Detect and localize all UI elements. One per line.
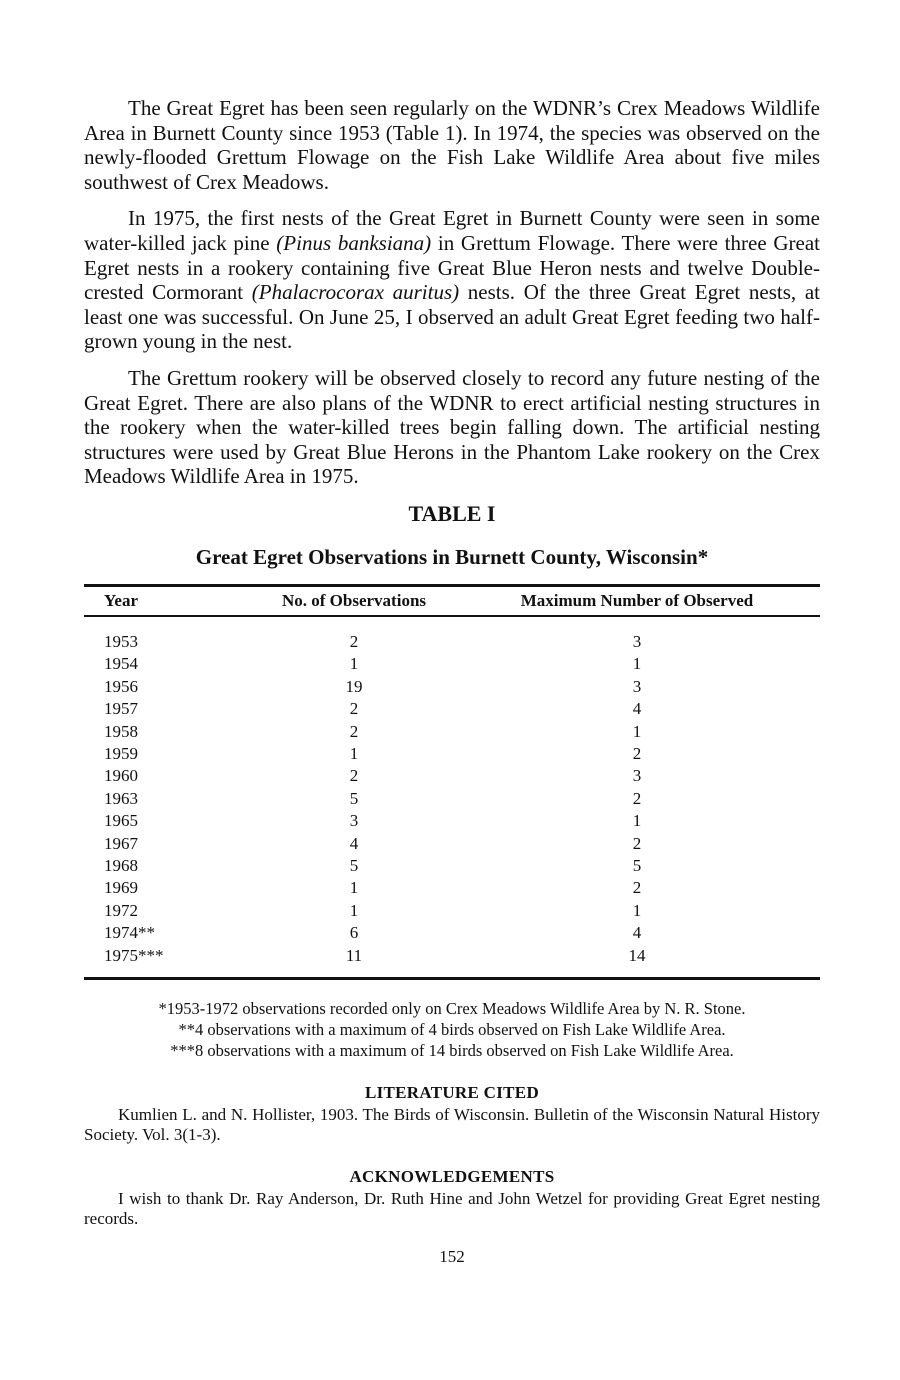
cell-maximum: 3	[632, 676, 642, 696]
cell-observations: 3	[349, 811, 359, 831]
paragraph-3: The Grettum rookery will be observed closely to record any future nesting of the Great Egret. There are also plans of the WDNR to erect artificial nesting structures in the rookery when the water-killed trees begin falling down. The artificial nesting structures were used by Great Blue Herons in the Phantom Lake rookery on the Crex Meadows Wildlife Area in 1975.	[84, 365, 820, 489]
header-observations: No. of Observations	[254, 585, 454, 616]
footnote-1: *1953-1972 observations recorded only on Crex Meadows Wildlife Area by N. R. Stone.	[158, 999, 746, 1018]
cell-observations: 6	[349, 923, 359, 943]
cell-observations: 2	[349, 721, 359, 741]
cell-observations: 2	[349, 766, 359, 786]
table-row	[84, 788, 820, 810]
footnotes	[84, 998, 820, 1061]
table-body	[84, 616, 820, 979]
table-caption: Great Egret Observations in Burnett County, Wisconsin*	[195, 544, 709, 569]
paragraph-2-part-a: In 1975, the first nests of the Great Egret in Burnett County were seen in some water-killed jack pine	[84, 206, 820, 255]
cell-year: 1954	[104, 654, 138, 674]
cell-observations: 1	[349, 743, 359, 763]
cell-maximum: 2	[632, 878, 642, 898]
header-year: Year	[84, 585, 254, 616]
cell-year: 1967	[104, 833, 138, 853]
cell-maximum: 2	[632, 788, 642, 808]
footnote-3: ***8 observations with a maximum of 14 birds observed on Fish Lake Wildlife Area.	[170, 1041, 734, 1060]
cell-year: 1960	[104, 766, 138, 786]
table-row	[84, 855, 820, 877]
table-row	[84, 676, 820, 698]
table-bottom-rule	[84, 979, 820, 989]
paragraph-2-part-e: nests. Of the three Great Egret nests, at least one was successful. On June 25, I observed an adult Great Egret feeding two half-grown young in the nest.	[84, 280, 820, 354]
species-name-phalacrocorax: (Phalacrocorax auritus)	[251, 280, 460, 305]
cell-observations: 1	[349, 878, 359, 898]
table-header-row	[84, 585, 820, 616]
cell-observations: 5	[349, 855, 359, 875]
species-name-pinus: (Pinus banksiana)	[276, 230, 432, 255]
cell-year: 1972	[104, 900, 138, 920]
cell-observations: 1	[349, 654, 359, 674]
table-row	[84, 765, 820, 787]
table-row	[84, 698, 820, 720]
acknowledgements-heading: ACKNOWLEDGEMENTS	[349, 1167, 555, 1186]
table-row	[84, 945, 820, 979]
paragraph-1: The Great Egret has been seen regularly on the WDNR’s Crex Meadows Wildlife Area in Burnett County since 1953 (Table 1). In 1974, the species was observed on the newly-flooded Grettum Flowage on the Fish Lake Wildlife Area about five miles southwest of Crex Meadows.	[84, 96, 820, 194]
cell-maximum: 2	[632, 743, 642, 763]
cell-maximum: 2	[632, 833, 642, 853]
table-row	[84, 616, 820, 653]
cell-year: 1958	[104, 721, 138, 741]
paragraph-2	[84, 206, 820, 354]
cell-observations: 2	[349, 699, 359, 719]
cell-maximum: 4	[632, 699, 642, 719]
cell-maximum: 1	[632, 900, 642, 920]
paragraph-2-part-c: in Grettum Flowage. There were three Great Egret nests in a rookery containing five Great Blue Heron nests and twelve Double-crested Cormorant	[84, 230, 820, 305]
cell-maximum: 14	[628, 945, 646, 965]
cell-maximum: 3	[632, 631, 642, 651]
cell-observations: 19	[345, 676, 363, 696]
cell-year: 1968	[104, 855, 138, 875]
table-row	[84, 653, 820, 675]
cell-year: 1956	[104, 676, 138, 696]
cell-maximum: 1	[632, 811, 642, 831]
cell-observations: 5	[349, 788, 359, 808]
cell-year: 1953	[104, 631, 138, 651]
footnote-2: **4 observations with a maximum of 4 birds observed on Fish Lake Wildlife Area.	[178, 1020, 726, 1039]
cell-maximum: 3	[632, 766, 642, 786]
cell-maximum: 1	[632, 654, 642, 674]
table-row	[84, 810, 820, 832]
header-maximum: Maximum Number of Observed	[454, 585, 820, 616]
literature-citation: Kumlien L. and N. Hollister, 1903. The Birds of Wisconsin. Bulletin of the Wisconsin Natural History Society. Vol. 3(1-3).	[84, 1105, 820, 1144]
page	[84, 96, 820, 1267]
observations-table	[84, 584, 820, 988]
table-row	[84, 900, 820, 922]
cell-year: 1969	[104, 878, 138, 898]
cell-year: 1959	[104, 743, 138, 763]
table-title: TABLE I	[408, 500, 496, 526]
cell-maximum: 4	[632, 923, 642, 943]
cell-observations: 4	[349, 833, 359, 853]
table-row	[84, 721, 820, 743]
cell-observations: 2	[349, 631, 359, 651]
literature-heading: LITERATURE CITED	[364, 1083, 540, 1102]
table-row	[84, 922, 820, 944]
cell-year: 1975***	[104, 945, 164, 965]
page-number: 152	[439, 1247, 465, 1266]
cell-year: 1974**	[104, 923, 155, 943]
table-row	[84, 743, 820, 765]
cell-year: 1965	[104, 811, 138, 831]
table-row	[84, 877, 820, 899]
cell-observations: 11	[345, 945, 363, 965]
cell-maximum: 1	[632, 721, 642, 741]
cell-year: 1963	[104, 788, 138, 808]
cell-observations: 1	[349, 900, 359, 920]
cell-year: 1957	[104, 699, 138, 719]
acknowledgements-text: I wish to thank Dr. Ray Anderson, Dr. Ruth Hine and John Wetzel for providing Great Egret nesting records.	[84, 1189, 820, 1228]
table-row	[84, 833, 820, 855]
cell-maximum: 5	[632, 855, 642, 875]
